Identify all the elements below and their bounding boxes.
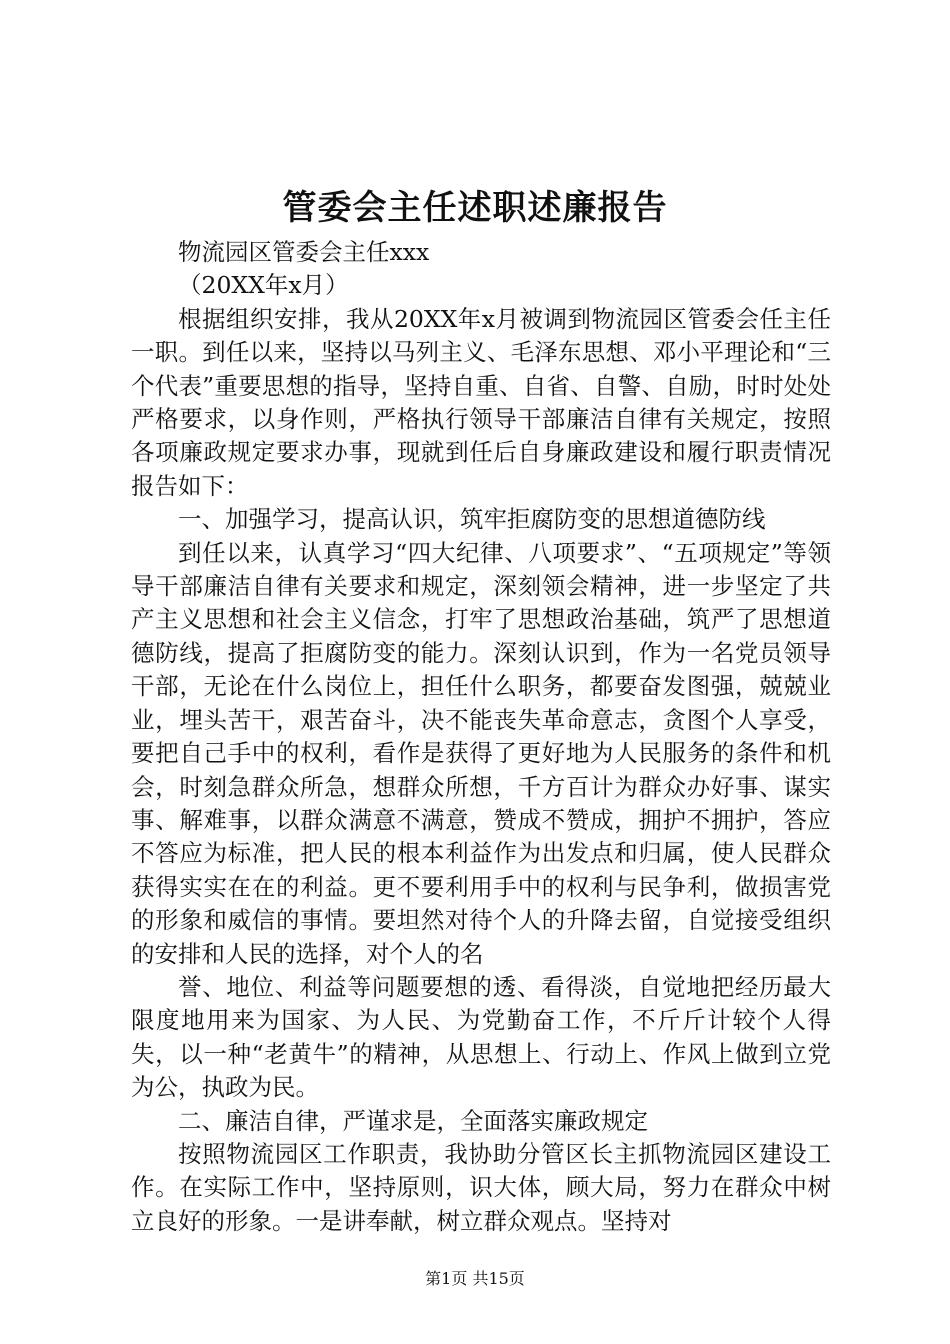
document-body	[131, 236, 831, 1238]
page-footer: 第1页 共15页	[425, 1269, 525, 1288]
author-line: 物流园区管委会主任xxx	[178, 238, 430, 266]
section-heading: 一、加强学习，提高认识，筑牢拒腐防变的思想道德防线	[178, 505, 766, 534]
paragraph: 到任以来，认真学习“四大纪律、八项要求”、“五项规定”等领导干部廉洁自律有关要求和规定，深刻领会精神，进一步坚定了共产主义思想和社会主义信念，打牢了思想政治基础，筑严了思想道德防线，提高了拒腐防变的能力。深刻认识到，作为一名党员领导干部，无论在什么岗位上，担任什么职务，都要奋发图强，兢兢业业，埋头苦干，艰苦奋斗，决不能丧失革命意志，贪图个人享受，要把自己手中的权利，看作是获得了更好地为人民服务的条件和机会，时刻急群众所急，想群众所想，千方百计为群众办好事、谋实事、解难事，以群众满意不满意，赞成不赞成，拥护不拥护，答应不答应为标准，把人民的根本利益作为出发点和归属，使人民群众获得实实在在的利益。更不要利用手中的权利与民争利，做损害党的形象和威信的事情。要坦然对待个人的升降去留，自觉接受组织的安排和人民的选择，对个人的名	[131, 538, 831, 968]
section-heading: 二、廉洁自律，严谨求是，全面落实廉政规定	[178, 1106, 648, 1135]
date-line: （20XX年x月）	[178, 271, 349, 300]
paragraph: 按照物流园区工作职责，我协助分管区长主抓物流园区建设工作。在实际工作中，坚持原则，识大体，顾大局，努力在群众中树立良好的形象。一是讲奉献，树立群众观点。坚持对	[131, 1139, 831, 1235]
paragraph: 根据组织安排，我从20XX年x月被调到物流园区管委会任主任一职。到任以来，坚持以马列主义、毛泽东思想、邓小平理论和“三个代表”重要思想的指导，坚持自重、自省、自警、自励，时时处处严格要求，以身作则，严格执行领导干部廉洁自律有关规定，按照各项廉政规定要求办事，现就到任后自身廉政建设和履行职责情况报告如下：	[131, 304, 831, 500]
document-title: 管委会主任述职述廉报告	[282, 188, 668, 228]
paragraph: 誉、地位、利益等问题要想的透、看得淡，自觉地把经历最大限度地用来为国家、为人民、为党勤奋工作，不斤斤计较个人得失，以一种“老黄牛”的精神，从思想上、行动上、作风上做到立党为公，执政为民。	[131, 972, 831, 1102]
